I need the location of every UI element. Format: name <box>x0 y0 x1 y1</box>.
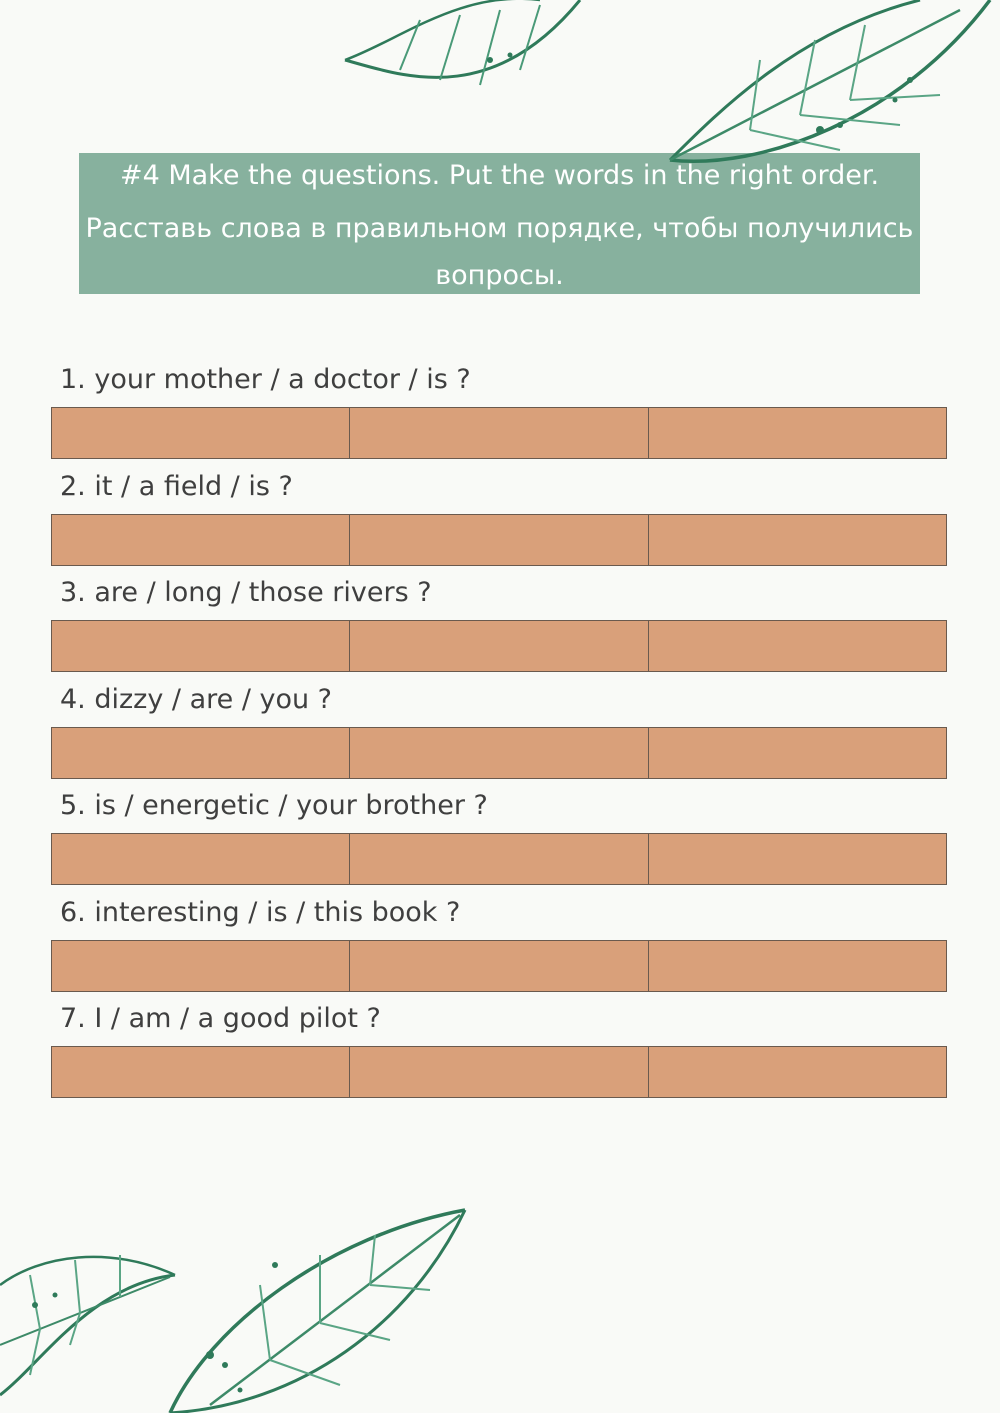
drop-slot[interactable] <box>52 621 350 671</box>
drop-slot[interactable] <box>350 728 648 778</box>
question-label: 7. I / am / a good pilot ? <box>60 1003 381 1034</box>
drop-slot[interactable] <box>350 941 648 991</box>
drop-slot[interactable] <box>649 1047 946 1097</box>
leaf-icon <box>340 0 600 110</box>
drop-slot[interactable] <box>52 1047 350 1097</box>
drop-slot[interactable] <box>52 941 350 991</box>
drop-slot[interactable] <box>649 515 946 565</box>
instruction-line-2: Расставь слова в правильном порядке, чтобы получились <box>85 213 914 244</box>
answer-row <box>51 620 947 672</box>
answer-row <box>51 833 947 885</box>
drop-slot[interactable] <box>649 834 946 884</box>
question-label: 4. dizzy / are / you ? <box>60 684 333 715</box>
drop-slot[interactable] <box>52 515 350 565</box>
drop-slot[interactable] <box>350 621 648 671</box>
drop-slot[interactable] <box>649 621 946 671</box>
answer-row <box>51 940 947 992</box>
drop-slot[interactable] <box>649 728 946 778</box>
answer-row <box>51 1046 947 1098</box>
drop-slot[interactable] <box>649 941 946 991</box>
answer-row <box>51 514 947 566</box>
instruction-line-3: вопросы. <box>435 260 564 291</box>
drop-slot[interactable] <box>350 1047 648 1097</box>
drop-slot[interactable] <box>52 408 350 458</box>
drop-slot[interactable] <box>52 728 350 778</box>
question-label: 1. your mother / a doctor / is ? <box>60 364 471 395</box>
answer-row <box>51 727 947 779</box>
answer-row <box>51 407 947 459</box>
question-label: 3. are / long / those rivers ? <box>60 577 432 608</box>
drop-slot[interactable] <box>52 834 350 884</box>
instruction-banner <box>79 153 920 294</box>
drop-slot[interactable] <box>350 515 648 565</box>
instruction-line-1: #4 Make the questions. Put the words in the right order. <box>119 160 880 191</box>
question-label: 6. interesting / is / this book ? <box>60 897 461 928</box>
drop-slot[interactable] <box>350 408 648 458</box>
question-label: 2. it / a field / is ? <box>60 471 293 502</box>
question-label: 5. is / energetic / your brother ? <box>60 790 488 821</box>
leaf-icon <box>150 1205 470 1413</box>
drop-slot[interactable] <box>649 408 946 458</box>
drop-slot[interactable] <box>350 834 648 884</box>
